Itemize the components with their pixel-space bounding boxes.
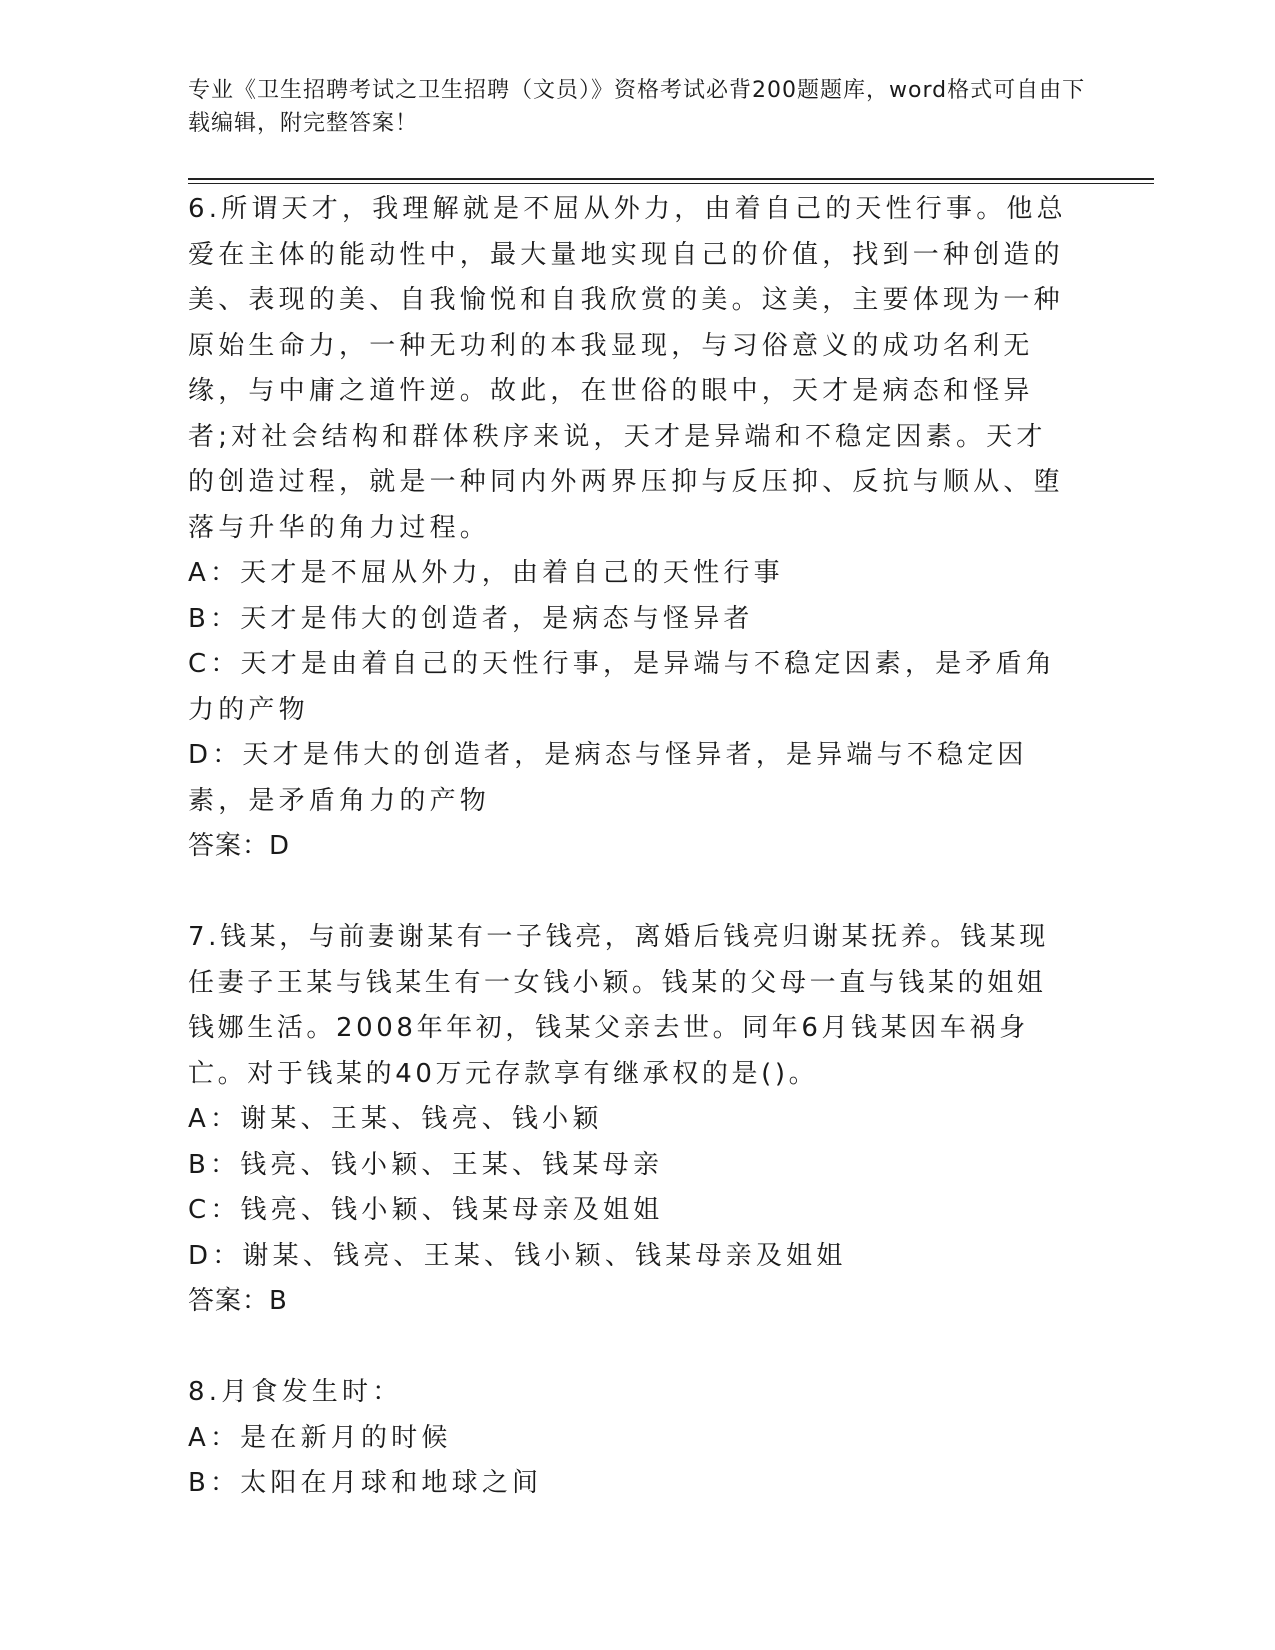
question-8 (188, 1370, 1068, 1507)
question-stem: 7.钱某，与前妻谢某有一子钱亮，离婚后钱亮归谢某抚养。钱某现任妻子王某与钱某生有一女钱小颖。钱某的父母一直与钱某的姐姐钱娜生活。2008年年初，钱某父亲去世。同年6月钱某因车祸身亡。对于钱某的40万元存款享有继承权的是()。 (188, 922, 1049, 1089)
question-6 (188, 187, 1068, 869)
question-stem: 6.所谓天才，我理解就是不屈从外力，由着自己的天性行事。他总爱在主体的能动性中，最大量地实现自己的价值，找到一种创造的美、表现的美、自我愉悦和自我欣赏的美。这美，主要体现为一种原始生命力，一种无功利的本我显现，与习俗意义的成功名利无缘，与中庸之道忤逆。故此，在世俗的眼中，天才是病态和怪异者;对社会结构和群体秩序来说，天才是异端和不稳定因素。天才的创造过程，就是一种同内外两界压抑与反压抑、反抗与顺从、堕落与升华的角力过程。 (188, 194, 1067, 543)
option-c: C：钱亮、钱小颖、钱某母亲及姐姐 (188, 1195, 664, 1225)
option-b: B：太阳在月球和地球之间 (188, 1468, 543, 1498)
option-d: D：谢某、钱亮、王某、钱小颖、钱某母亲及姐姐 (188, 1240, 847, 1271)
option-c: C：天才是由着自己的天性行事，是异端与不稳定因素，是矛盾角力的产物 (188, 649, 1056, 725)
option-b: B：天才是伟大的创造者，是病态与怪异者 (188, 603, 754, 634)
question-stem: 8.月食发生时： (188, 1377, 403, 1407)
option-a: A：是在新月的时候 (188, 1422, 452, 1453)
answer: 答案：D (188, 831, 291, 861)
document-body (188, 187, 1068, 1507)
answer: 答案：B (188, 1286, 288, 1316)
question-7 (188, 915, 1068, 1324)
page-header: 专业《卫生招聘考试之卫生招聘（文员）》资格考试必背200题题库，word格式可自由下载编辑，附完整答案！ (188, 78, 1086, 136)
option-d: D：天才是伟大的创造者，是病态与怪异者，是异端与不稳定因素，是矛盾角力的产物 (188, 740, 1028, 816)
option-a: A：天才是不屈从外力，由着自己的天性行事 (188, 558, 784, 588)
header-divider (188, 178, 1154, 180)
spacer (188, 869, 1068, 915)
spacer (188, 1324, 1068, 1370)
option-b: B：钱亮、钱小颖、王某、钱某母亲 (188, 1149, 664, 1180)
option-a: A：谢某、王某、钱亮、钱小颖 (188, 1104, 603, 1134)
